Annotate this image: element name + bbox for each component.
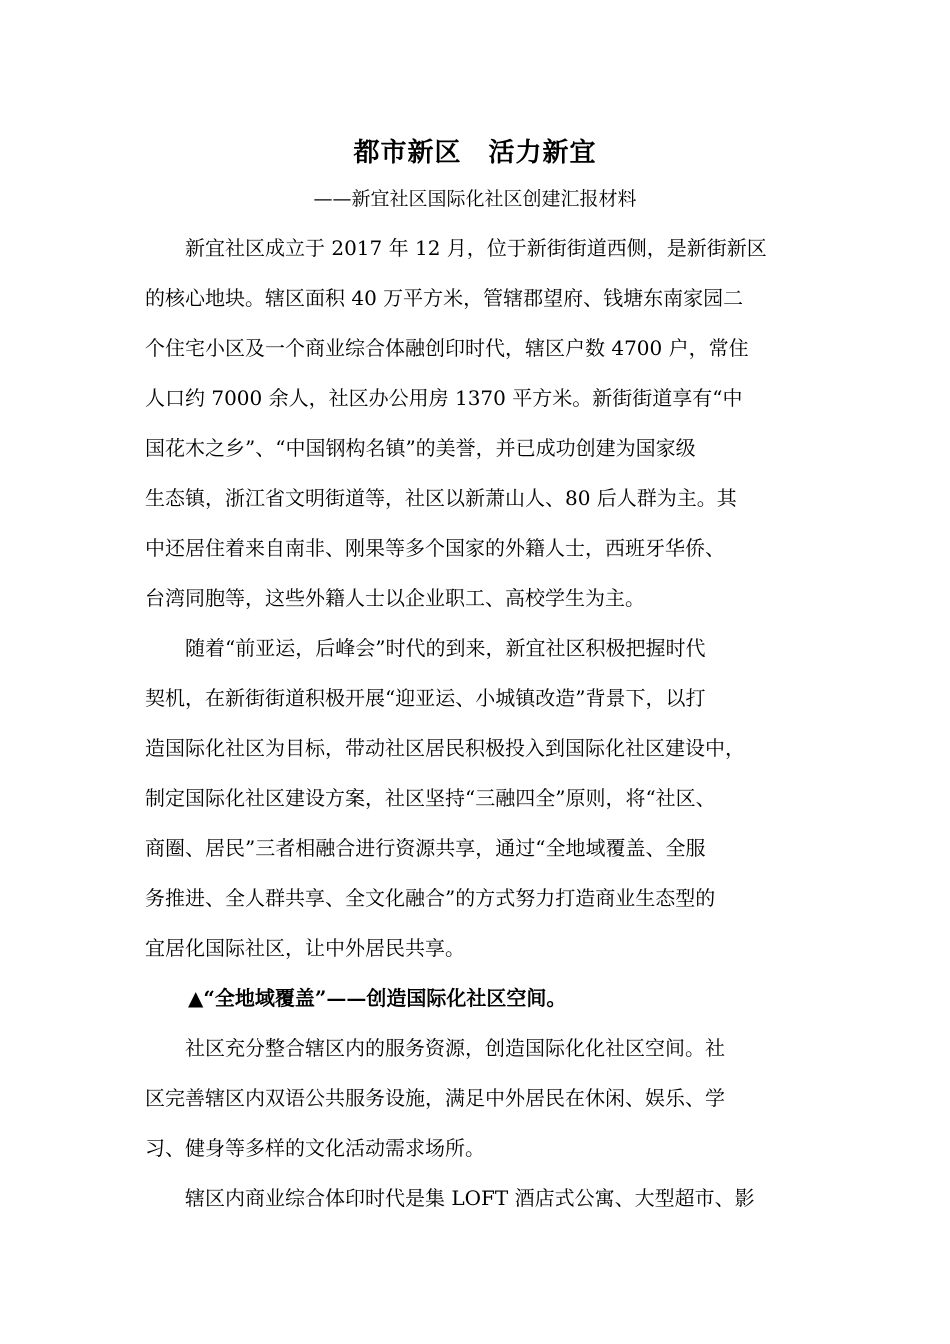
section-heading: ▲“全地域覆盖”——创造国际化社区空间。 (188, 986, 567, 1010)
paragraph-line: 个住宅小区及一个商业综合体融创印时代，辖区户数 4700 户，常住 (145, 336, 749, 360)
paragraph-line: 台湾同胞等，这些外籍人士以企业职工、高校学生为主。 (145, 586, 645, 610)
paragraph-line: 中还居住着来自南非、刚果等多个国家的外籍人士，西班牙华侨、 (145, 536, 725, 560)
paragraph-line: 习、健身等多样的文化活动需求场所。 (145, 1136, 485, 1160)
paragraph-line: 生态镇，浙江省文明街道等，社区以新萧山人、80 后人群为主。其 (145, 486, 737, 510)
document-title: 都市新区 活力新宜 (353, 138, 597, 168)
document-subtitle: ——新宜社区国际化社区创建汇报材料 (313, 188, 637, 210)
paragraph-line: 新宜社区成立于 2017 年 12 月，位于新街街道西侧，是新街新区 (145, 236, 767, 260)
paragraph-line: 商圈、居民”三者相融合进行资源共享，通过“全地域覆盖、全服 (145, 836, 706, 860)
paragraph-line: 宜居化国际社区，让中外居民共享。 (145, 936, 465, 960)
paragraph-line: 造国际化社区为目标，带动社区居民积极投入到国际化社区建设中， (145, 736, 745, 760)
paragraph-line: 契机，在新街街道积极开展“迎亚运、小城镇改造”背景下，以打 (145, 686, 706, 710)
paragraph-line: 人口约 7000 余人，社区办公用房 1370 平方米。新街街道享有“中 (145, 386, 743, 410)
paragraph-line: 国花木之乡”、“中国钢构名镇”的美誉，并已成功创建为国家级 (145, 436, 696, 460)
paragraph-line: 制定国际化社区建设方案，社区坚持“三融四全”原则，将“社区、 (145, 786, 716, 810)
paragraph-line: 社区充分整合辖区内的服务资源，创造国际化化社区空间。社 (145, 1036, 725, 1060)
paragraph-line: 的核心地块。辖区面积 40 万平方米，管辖郡望府、钱塘东南家园二 (145, 286, 744, 310)
paragraph-line: 随着“前亚运，后峰会”时代的到来，新宜社区积极把握时代 (145, 636, 706, 660)
paragraph-line: 辖区内商业综合体印时代是集 LOFT 酒店式公寓、大型超市、影 (145, 1186, 755, 1210)
paragraph-line: 区完善辖区内双语公共服务设施，满足中外居民在休闲、娱乐、学 (145, 1086, 725, 1110)
paragraph-line: 务推进、全人群共享、全文化融合”的方式努力打造商业生态型的 (145, 886, 716, 910)
